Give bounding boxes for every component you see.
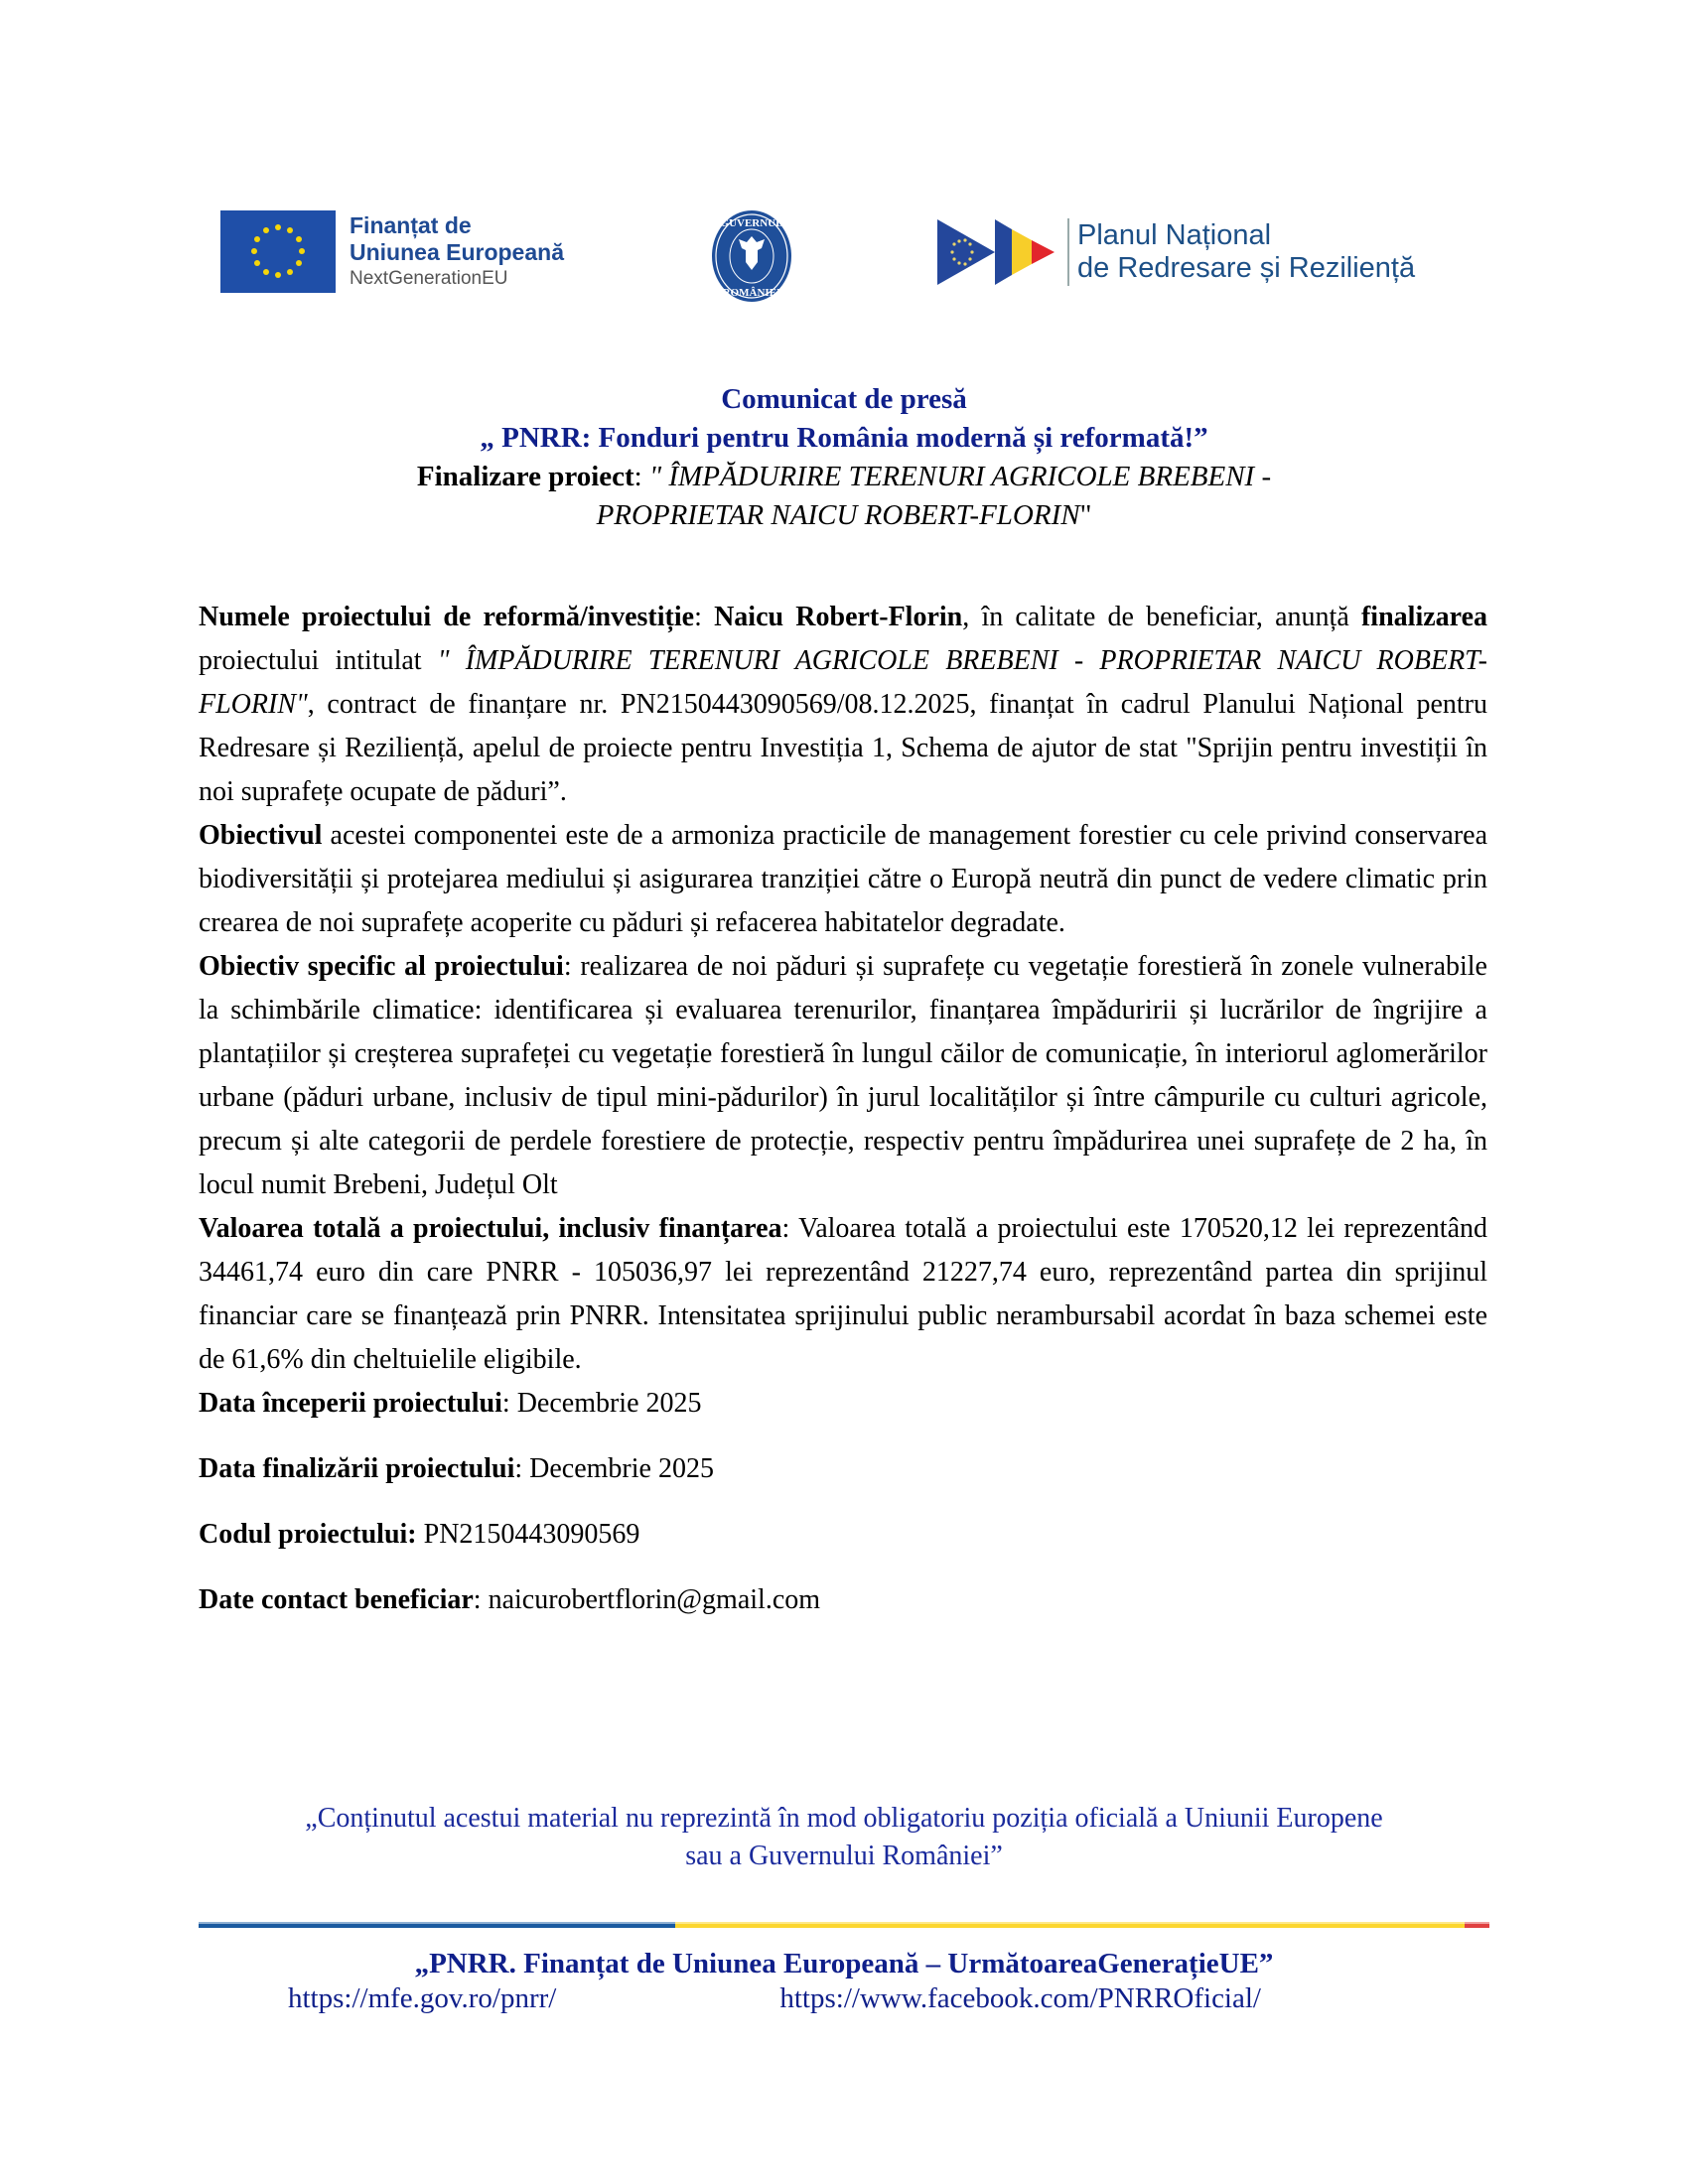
- beneficiary-name: Naicu Robert-Florin: [714, 602, 963, 632]
- facebook-pnrr-link[interactable]: https://www.facebook.com/PNRROficial/: [779, 1982, 1261, 2014]
- pnrr-logo-line2: de Redresare și Reziliență: [1077, 252, 1416, 284]
- eu-flag-icon: [220, 210, 336, 293]
- end-date-field: Data finalizării proiectului: Decembrie 2025: [199, 1453, 714, 1484]
- project-title-line2: PROPRIETAR NAICU ROBERT-FLORIN": [596, 499, 1092, 531]
- project-title-name-part2: PROPRIETAR NAICU ROBERT-FLORIN: [596, 499, 1080, 531]
- project-code-value: PN2150443090569: [423, 1519, 640, 1550]
- project-description-paragraph: Numele proiectului de reformă/investiție: Naicu Robert-Florin, în calitate de beneficiar, anunță finalizarea proiectului intitulat " ÎMPĂDURIRE TERENURI AGRICOLE BREBENI - PROPRIETAR NAICU ROBERT-FLORIN", contract de finanțare nr. PN2150443090569/08.12.2025, finanțat în cadrul Planului Național pentru Redresare și Reziliență, apelul de proiecte pentru Investiția 1, Schema de ajutor de stat "Sprijin pentru investiții în noi suprafețe ocupate de păduri”.: [199, 602, 1487, 807]
- svg-text:GUVERNUL: GUVERNUL: [720, 217, 783, 229]
- press-release-body: [199, 596, 1487, 1622]
- project-title-label: Finalizare proiect: [416, 461, 634, 492]
- specific-objective-label: Obiectiv specific al proiectului: [199, 951, 564, 982]
- press-release-header: [0, 380, 1688, 535]
- logo-bar: [0, 199, 1688, 308]
- eu-logo-line3: NextGenerationEU: [350, 267, 508, 289]
- tricolor-divider: [199, 1922, 1489, 1928]
- pnrr-logo-line1: Planul Național: [1077, 219, 1272, 251]
- objective-paragraph: Obiectivul acestei componentei este de a armoniza practicile de management forestier cu cele privind conservarea biodiversității și protejarea mediului și asigurarea tranziției către o Europă neutră din punct de vedere climatic prin crearea de noi suprafețe acoperite cu păduri și refacerea habitatelor degradate.: [199, 820, 1487, 938]
- project-name: " ÎMPĂDURIRE TERENURI AGRICOLE BREBENI - PROPRIETAR NAICU ROBERT-FLORIN": [199, 645, 1487, 720]
- pnrr-logo: [937, 218, 1415, 286]
- objective-label: Obiectivul: [199, 820, 323, 851]
- contact-email: naicurobertflorin@gmail.com: [488, 1584, 821, 1615]
- eu-logo-line1: Finanțat de: [350, 211, 472, 238]
- project-code-field: Codul proiectului: PN2150443090569: [199, 1519, 640, 1550]
- pnrr-arrows-icon: [937, 219, 1061, 285]
- mfe-pnrr-link[interactable]: https://mfe.gov.ro/pnrr/: [288, 1982, 557, 2014]
- page-subtitle: „ PNRR: Fonduri pentru România modernă și reformată!”: [480, 422, 1208, 454]
- eu-stars-icon: [220, 210, 336, 293]
- footer-slogan: „PNRR. Finanțat de Uniunea Europeană – UrmătoareaGenerațieUE”: [414, 1948, 1274, 1979]
- total-value-label: Valoarea totală a proiectului, inclusiv finanțarea: [199, 1213, 782, 1244]
- footer: [199, 1946, 1489, 2015]
- divider-blue-segment: [199, 1922, 675, 1928]
- disclaimer: [199, 1800, 1489, 1875]
- page-title: Comunicat de presă: [721, 383, 967, 415]
- project-title-name-part1: " ÎMPĂDURIRE TERENURI AGRICOLE BREBENI -: [648, 461, 1272, 492]
- start-date-field: Data începerii proiectului: Decembrie 2025: [199, 1388, 702, 1419]
- contact-field: Date contact beneficiar: naicurobertflorin@gmail.com: [199, 1584, 821, 1615]
- start-date-value: Decembrie 2025: [516, 1388, 702, 1419]
- project-title-line1: Finalizare proiect: " ÎMPĂDURIRE TERENURI AGRICOLE BREBENI -: [416, 461, 1272, 492]
- disclaimer-line1: „Conținutul acestui material nu reprezintă în mod obligatoriu poziția oficială a Uniunii Europene: [305, 1803, 1383, 1834]
- divider-red-segment: [1465, 1922, 1489, 1928]
- pnrr-divider: [1067, 218, 1069, 286]
- disclaimer-line2: sau a Guvernului României”: [685, 1841, 1003, 1871]
- divider-yellow-segment: [675, 1922, 1465, 1928]
- total-value-paragraph: Valoarea totală a proiectului, inclusiv finanțarea: Valoarea totală a proiectului este 170520,12 lei reprezentând 34461,74 euro din care PNRR - 105036,97 lei reprezentând 21227,74 euro, reprezentând partea din sprijinul financiar care se finanțează prin PNRR. Intensitatea sprijinului public nerambursabil acordat în baza schemei este de 61,6% din cheltuielile eligibile.: [199, 1213, 1487, 1375]
- end-date-value: Decembrie 2025: [529, 1453, 714, 1484]
- eu-funding-logo: [220, 210, 564, 293]
- eu-logo-line2: Uniunea Europeană: [350, 238, 564, 265]
- specific-objective-paragraph: Obiectiv specific al proiectului: realizarea de noi păduri și suprafețe cu vegetație forestieră în zonele vulnerabile la schimbările climatice: identificarea și evaluarea terenurilor, finanțarea împăduririi și lucrărilor de îngrijire a plantațiilor și creșterea suprafeței cu vegetație forestieră în lungul căilor de comunicație, în interiorul aglomerărilor urbane (păduri urbane, inclusiv de tipul mini-pădurilor) în jurul localităților și între câmpurile cu culturi agricole, precum și alte categorii de perdele forestiere de protecție, respectiv pentru împădurirea unei suprafețe de 2 ha, în locul numit Brebeni, Județul Olt: [199, 951, 1487, 1200]
- romanian-government-seal-icon: [702, 206, 801, 306]
- project-name-label: Numele proiectului de reformă/investiție: [199, 602, 695, 632]
- svg-text:ROMÂNIEI: ROMÂNIEI: [722, 287, 781, 299]
